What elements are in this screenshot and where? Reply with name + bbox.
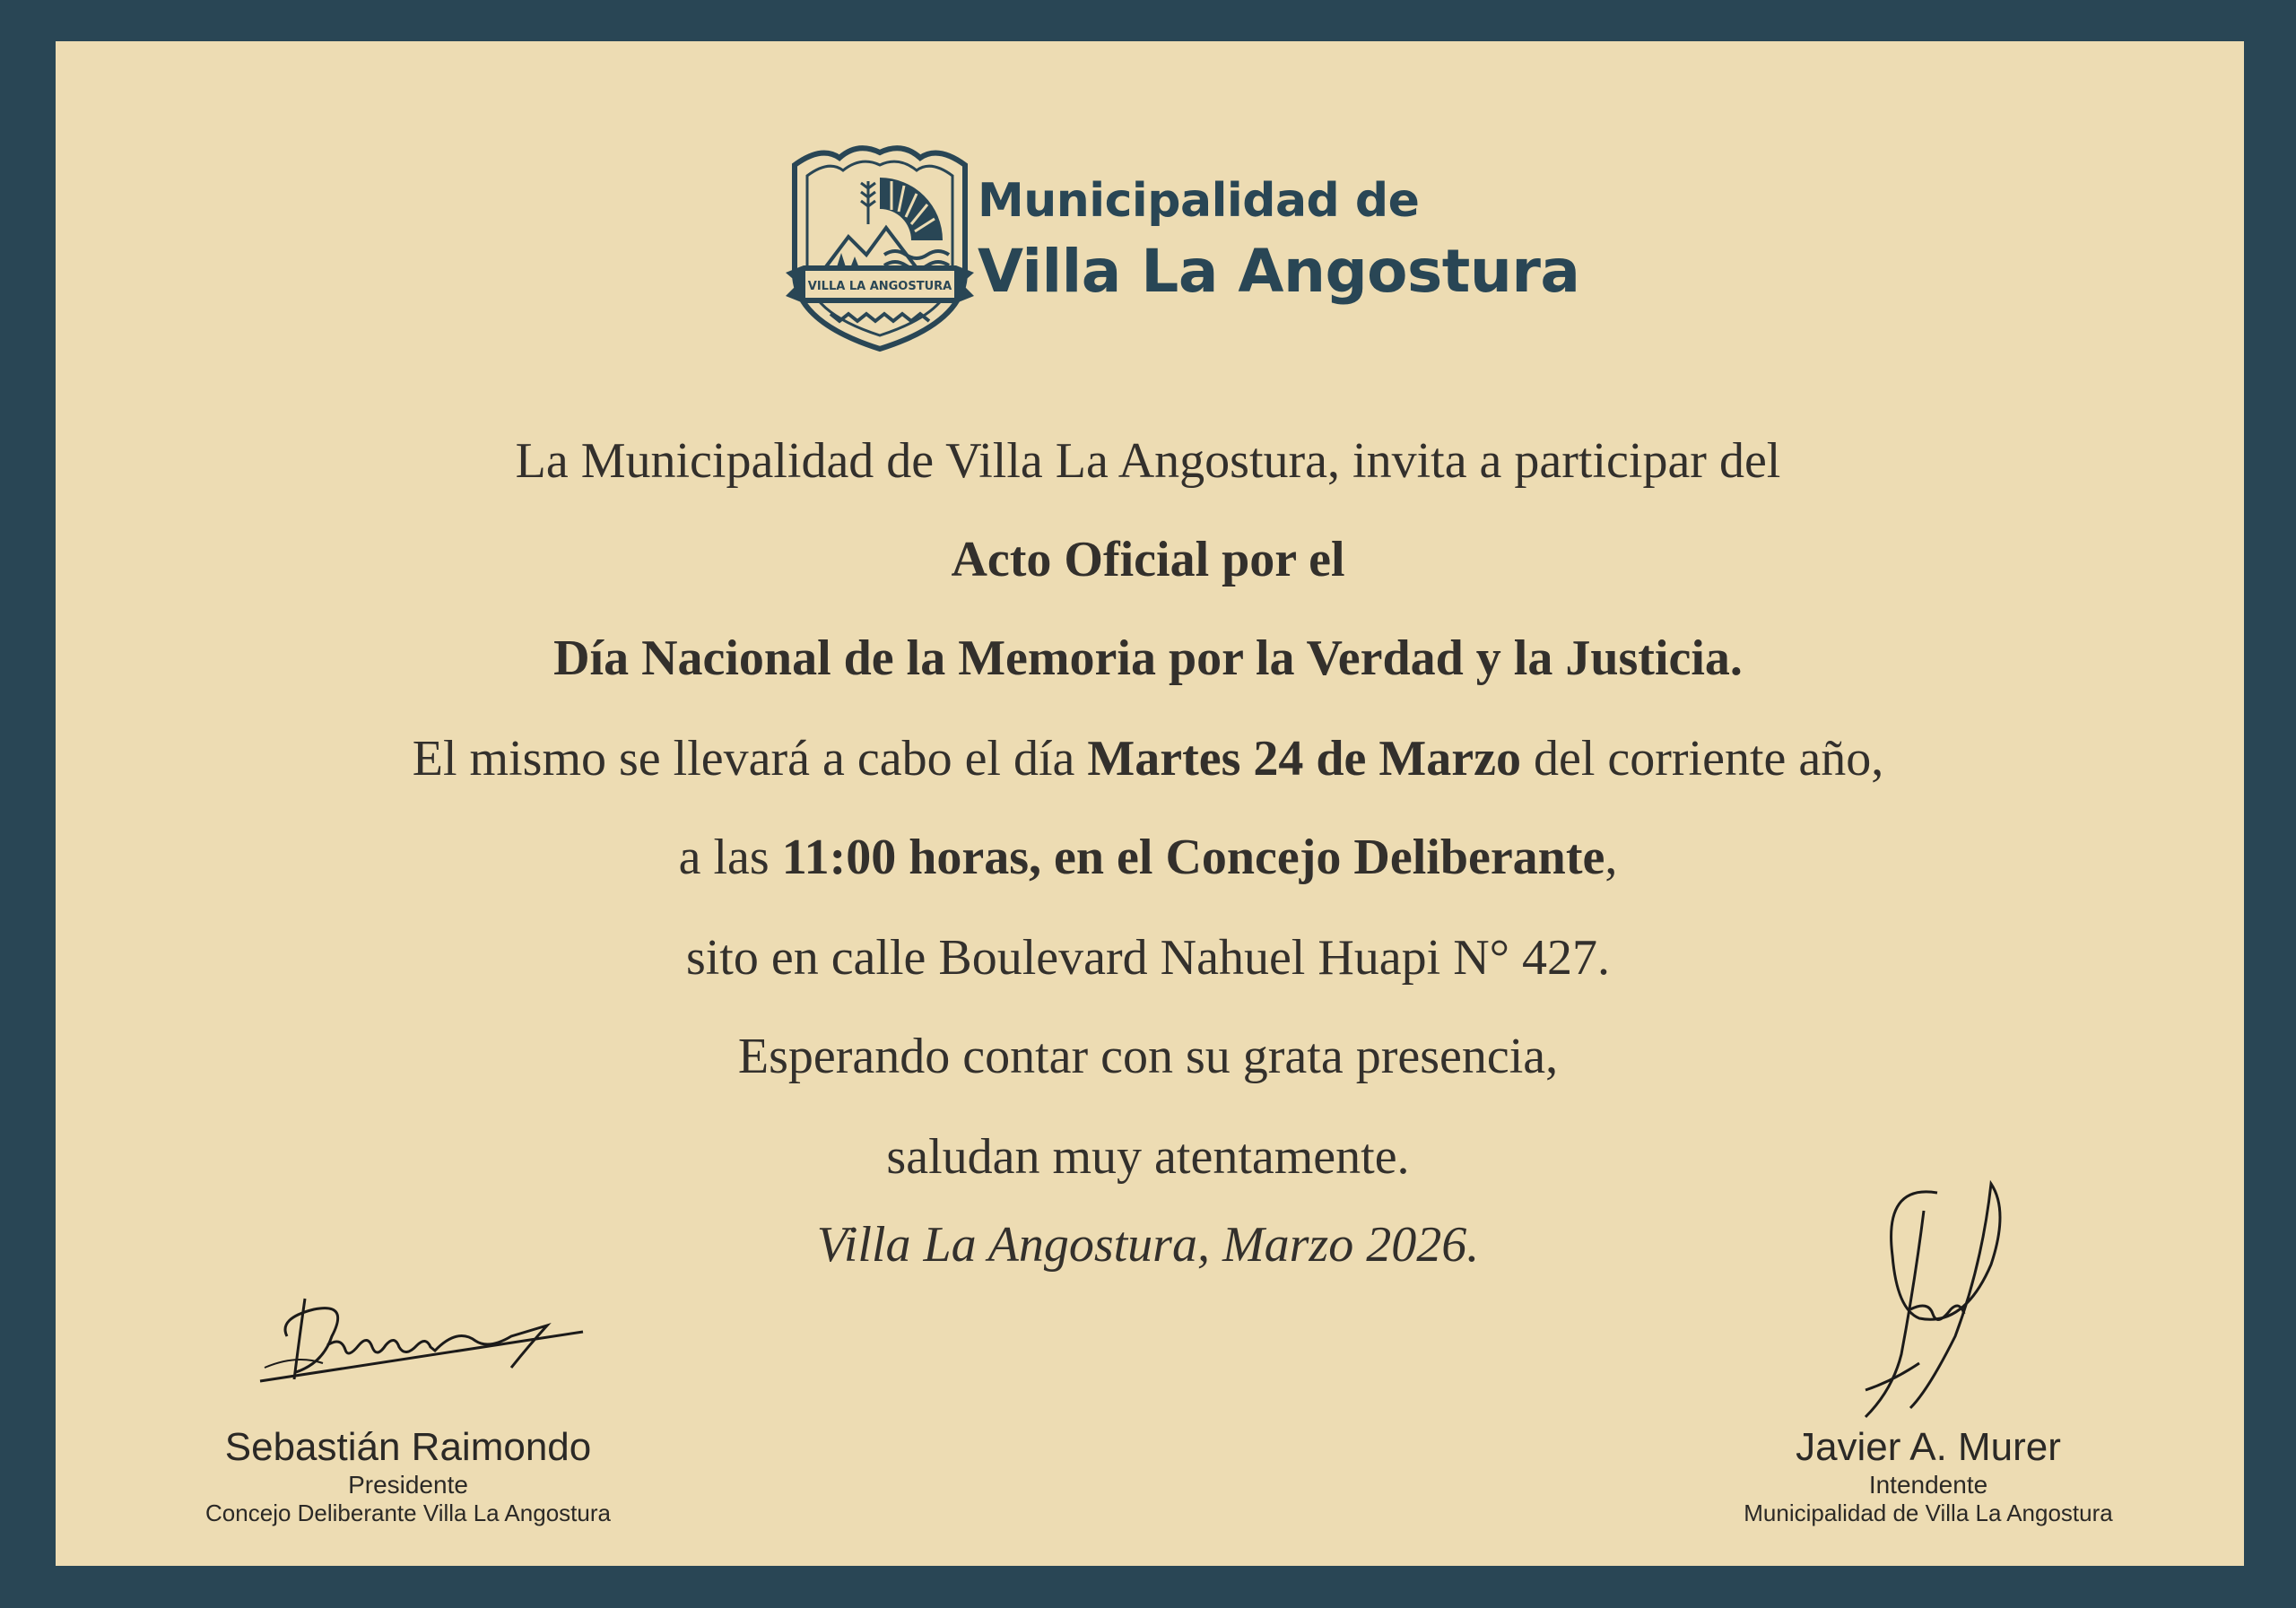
event-time-place: 11:00 horas, en el Concejo Deliberante: [781, 830, 1605, 885]
closing-line-2: saludan muy atentamente.: [886, 1129, 1410, 1185]
municipality-logo: [786, 138, 1580, 353]
event-address: sito en calle Boulevard Nahuel Huapi N° 427.: [685, 930, 1611, 986]
time-suffix: ,: [1605, 830, 1618, 885]
crest-icon: [786, 138, 974, 353]
signatory-name: Sebastián Raimondo: [224, 1425, 592, 1469]
signatory-left: [179, 1425, 637, 1526]
signatory-role: Intendente: [1868, 1471, 1988, 1499]
date-suffix: del corriente año,: [1520, 731, 1884, 787]
time-prefix: a las: [678, 830, 782, 885]
logo-line-2: Villa La Angostura: [978, 237, 1580, 306]
event-title-line-2: Día Nacional de la Memoria por la Verdad y la Justicia.: [553, 630, 1743, 686]
signatory-organization: Municipalidad de Villa La Angostura: [1744, 1499, 2113, 1526]
event-date-line: [0, 731, 2296, 787]
event-date: Martes 24 de Marzo: [1087, 731, 1521, 787]
invitation-intro: La Municipalidad de Villa La Angostura, invita a participar del: [515, 433, 1781, 489]
signatory-role: Presidente: [348, 1471, 468, 1499]
place-and-date: Villa La Angostura, Marzo 2026.: [816, 1217, 1480, 1273]
logo-line-1: Municipalidad de: [978, 174, 1420, 228]
signature-left-icon: [242, 1282, 601, 1399]
signature-right-icon: [1830, 1175, 2027, 1426]
signatory-name: Javier A. Murer: [1796, 1425, 2061, 1469]
crest-label: VILLA LA ANGOSTURA: [807, 280, 952, 293]
signatory-right: [1713, 1425, 2144, 1526]
signatory-organization: Concejo Deliberante Villa La Angostura: [205, 1499, 611, 1526]
logo-wordmark: [978, 174, 1580, 306]
closing-line-1: Esperando contar con su grata presencia,: [737, 1029, 1559, 1084]
event-title-line-1: Acto Oficial por el: [951, 532, 1345, 587]
event-time-line: [0, 830, 2296, 885]
date-prefix: El mismo se llevará a cabo el día: [412, 731, 1088, 787]
